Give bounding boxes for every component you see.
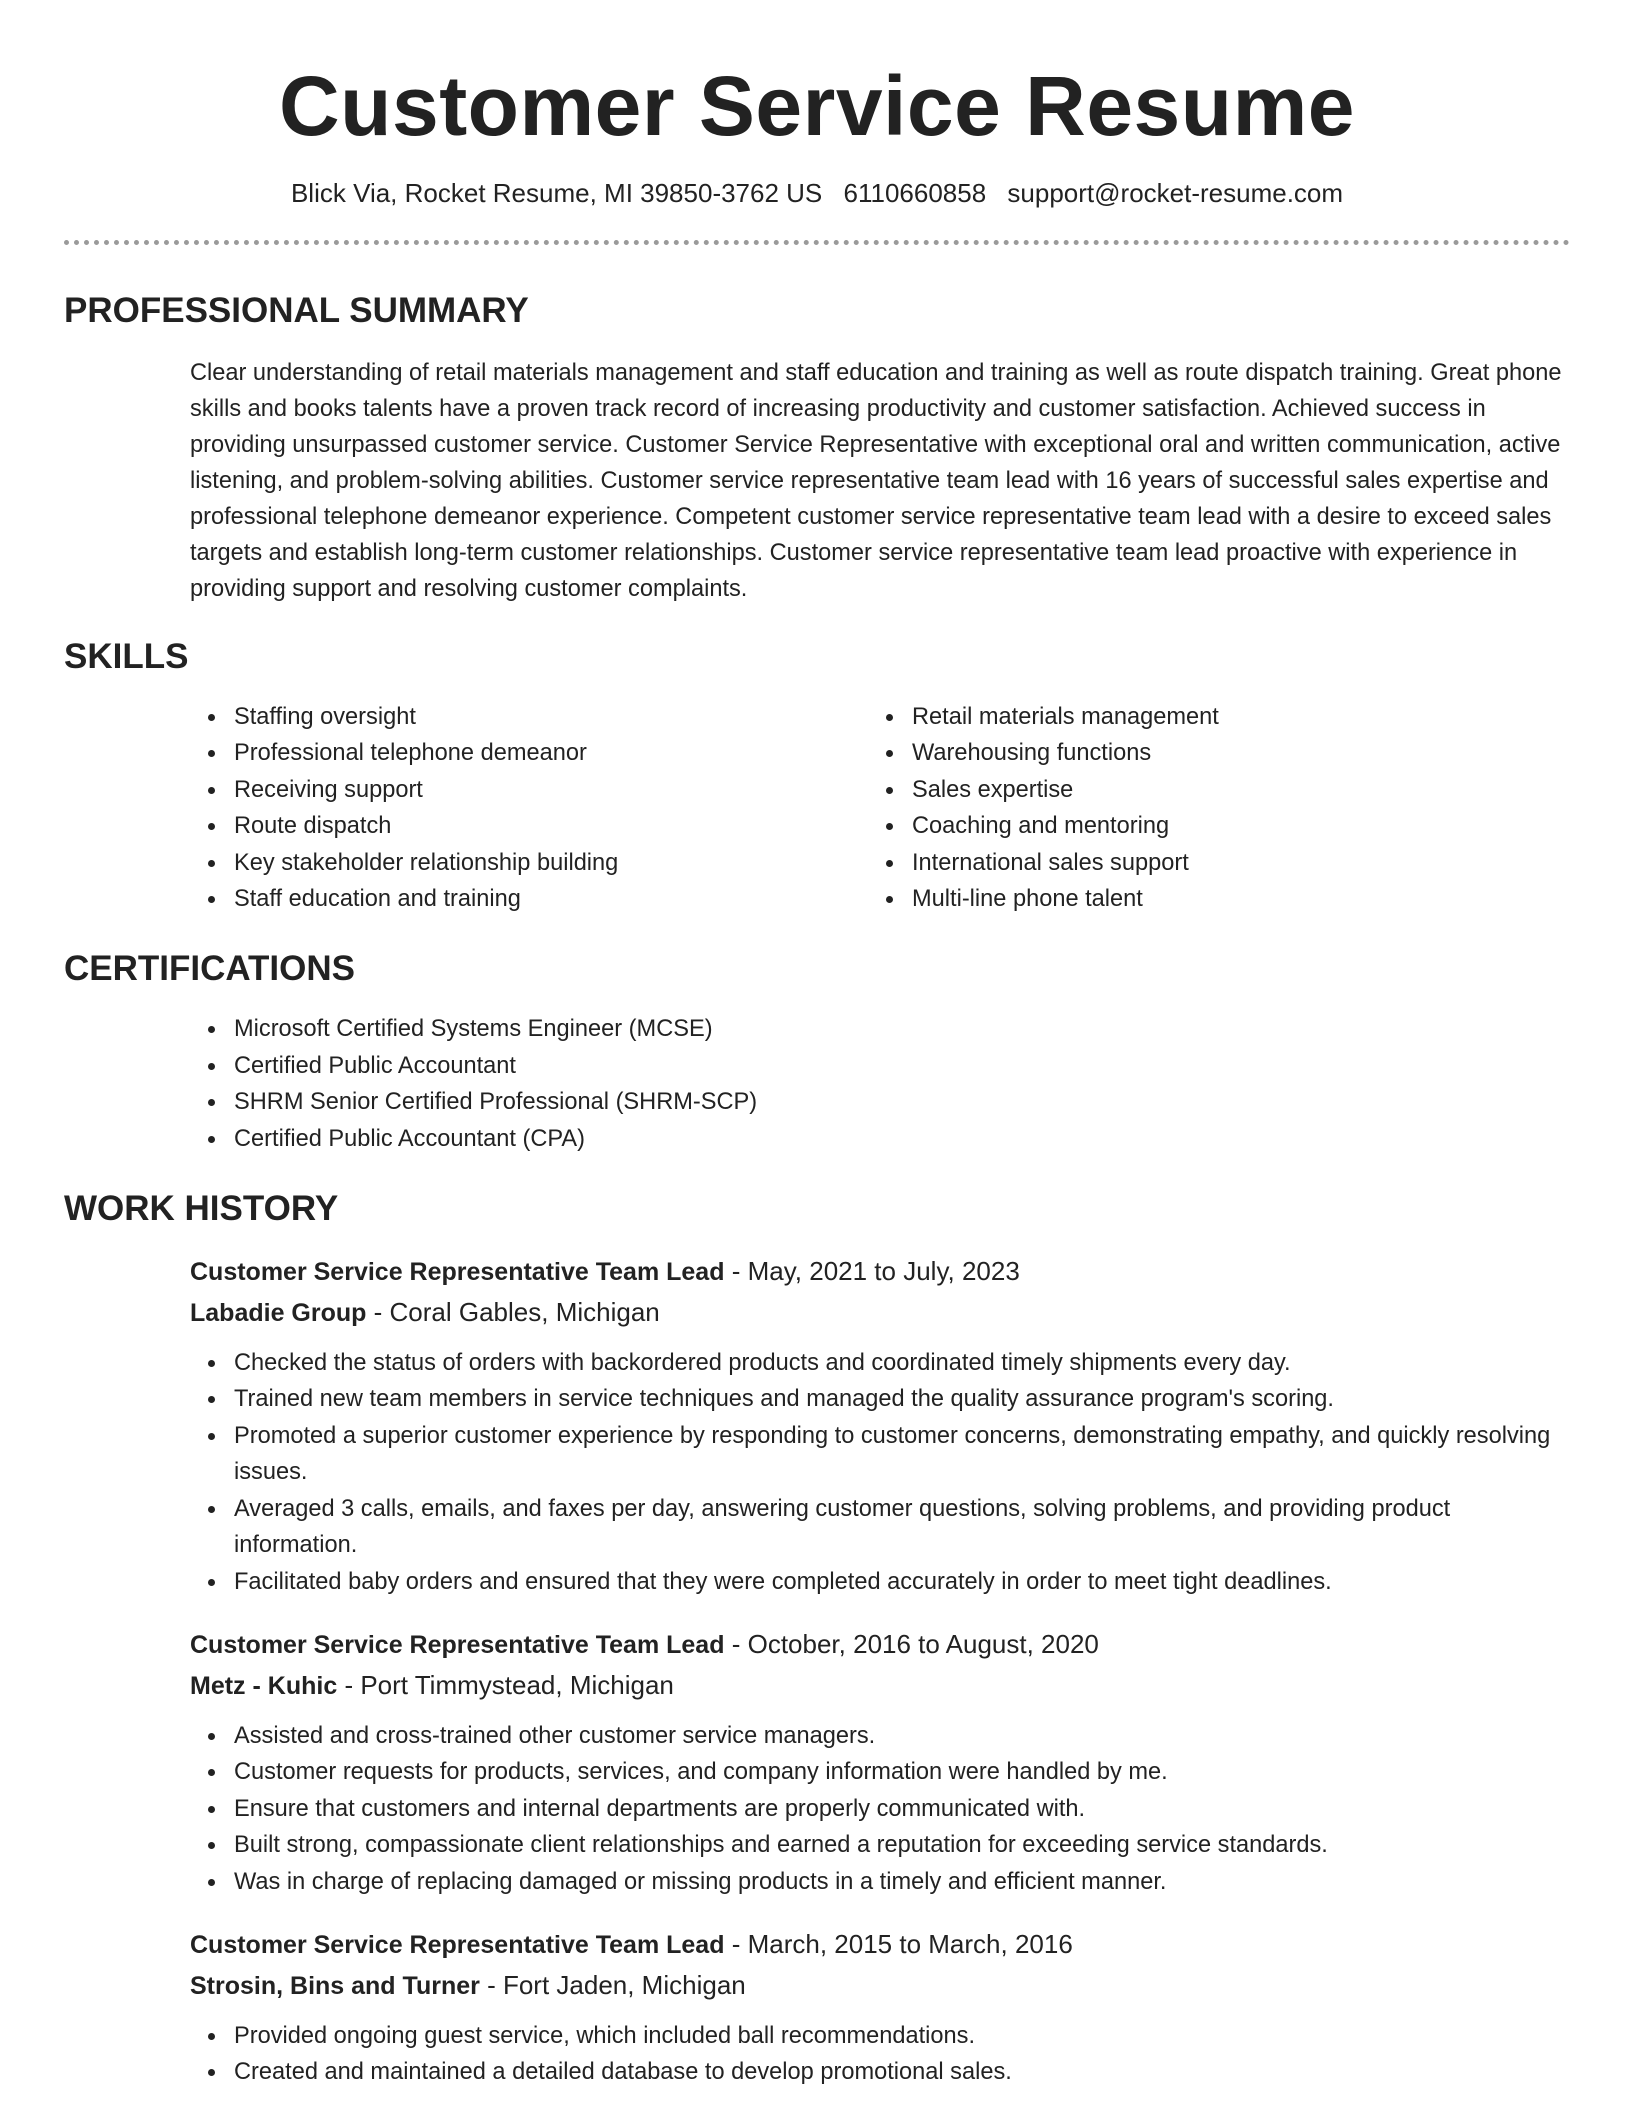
job-duties-list — [190, 1718, 1570, 1900]
job-location: - Fort Jaden, Michigan — [479, 1969, 746, 2000]
summary-heading: PROFESSIONAL SUMMARY — [64, 291, 529, 330]
list-item: Microsoft Certified Systems Engineer (MCSE) — [234, 1011, 1570, 1047]
skills-heading: SKILLS — [64, 637, 189, 676]
list-item: Ensure that customers and internal departments are properly communicated with. — [234, 1791, 1570, 1827]
contact-address: Blick Via, Rocket Resume, MI 39850-3762 US — [290, 178, 823, 208]
job-location: - Coral Gables, Michigan — [366, 1297, 660, 1328]
list-item: Customer requests for products, services, and company information were handled by me. — [234, 1754, 1570, 1790]
list-item: Professional telephone demeanor — [234, 735, 744, 771]
resume-page — [64, 0, 1570, 2112]
list-item: Warehousing functions — [912, 735, 1219, 771]
job-entry — [190, 1924, 1570, 2091]
contact-line — [64, 176, 1570, 210]
job-company: Strosin, Bins and Turner — [190, 1971, 480, 2000]
header-divider — [64, 240, 1570, 245]
list-item: SHRM Senior Certified Professional (SHRM-SCP) — [234, 1084, 1570, 1120]
job-company: Labadie Group — [190, 1299, 367, 1328]
certifications-heading: CERTIFICATIONS — [64, 949, 356, 989]
job-company-line — [190, 1292, 1570, 1333]
job-duties-list — [190, 1345, 1570, 1600]
list-item: Multi-line phone talent — [912, 881, 1219, 917]
list-item: Created and maintained a detailed database to develop promotional sales. — [234, 2054, 1570, 2090]
list-item: Key stakeholder relationship building — [234, 845, 744, 881]
list-item: International sales support — [912, 845, 1219, 881]
list-item: Certified Public Accountant — [234, 1048, 1570, 1084]
job-entry — [190, 1251, 1570, 1600]
resume-title: Customer Service Resume — [279, 59, 1355, 153]
list-item: Sales expertise — [912, 772, 1219, 808]
job-role-line — [190, 1624, 1570, 1665]
list-item: Certified Public Accountant (CPA) — [234, 1121, 1570, 1157]
job-role-line — [190, 1251, 1570, 1292]
job-dates: - October, 2016 to August, 2020 — [724, 1628, 1099, 1659]
skills-list-right — [744, 699, 1219, 917]
certifications-list — [64, 1011, 1570, 1157]
job-duties-list — [190, 2018, 1570, 2091]
list-item: Coaching and mentoring — [912, 808, 1219, 844]
list-item: Checked the status of orders with backordered products and coordinated timely shipments every day. — [234, 1345, 1570, 1381]
list-item: Staff education and training — [234, 881, 744, 917]
work-history-heading: WORK HISTORY — [64, 1189, 339, 1229]
job-role: Customer Service Representative Team Lead — [190, 1930, 725, 1959]
job-company-line — [190, 1965, 1570, 2006]
job-company-line — [190, 1665, 1570, 1706]
list-item: Route dispatch — [234, 808, 744, 844]
skills-list-left — [64, 699, 744, 917]
list-item: Provided ongoing guest service, which included ball recommendations. — [234, 2018, 1570, 2054]
list-item: Was in charge of replacing damaged or missing products in a timely and efficient manner. — [234, 1864, 1570, 1900]
job-dates: - March, 2015 to March, 2016 — [724, 1928, 1073, 1959]
list-item: Retail materials management — [912, 699, 1219, 735]
list-item: Facilitated baby orders and ensured that they were completed accurately in order to meet tight deadlines. — [234, 1564, 1570, 1600]
contact-phone: 6110660858 — [843, 178, 987, 208]
contact-email[interactable]: support@rocket-resume.com — [1007, 178, 1344, 208]
list-item: Trained new team members in service techniques and managed the quality assurance program's scoring. — [234, 1381, 1570, 1417]
job-entry — [190, 1624, 1570, 1900]
list-item: Promoted a superior customer experience by responding to customer concerns, demonstrating empathy, and quickly resolving issues. — [234, 1418, 1570, 1491]
list-item: Staffing oversight — [234, 699, 744, 735]
job-role-line — [190, 1924, 1570, 1965]
job-role: Customer Service Representative Team Lead — [190, 1258, 725, 1287]
list-item: Built strong, compassionate client relationships and earned a reputation for exceeding service standards. — [234, 1827, 1570, 1863]
job-company: Metz - Kuhic — [190, 1671, 338, 1700]
skills-columns — [64, 699, 1570, 917]
job-location: - Port Timmystead, Michigan — [337, 1669, 674, 1700]
list-item: Averaged 3 calls, emails, and faxes per day, answering customer questions, solving problems, and providing product information. — [234, 1491, 1570, 1564]
list-item: Assisted and cross-trained other customer service managers. — [234, 1718, 1570, 1754]
list-item: Receiving support — [234, 772, 744, 808]
job-role: Customer Service Representative Team Lead — [190, 1630, 725, 1659]
job-dates: - May, 2021 to July, 2023 — [724, 1256, 1020, 1287]
summary-text: Clear understanding of retail materials management and staff education and training as well as route dispatch training. Great phone skills and books talents have a proven track record of increasing productivity and customer satisfaction. Achieved success in providing unsurpassed customer service. Customer Service Representative with exceptional oral and written communication, active listening, and problem-solving abilities. Customer service representative team lead with 16 years of successful sales expertise and professional telephone demeanor experience. Competent customer service representative team lead with a desire to exceed sales targets and establish long-term customer relationships. Customer service representative team lead proactive with experience in providing support and resolving customer complaints. — [190, 360, 1562, 602]
